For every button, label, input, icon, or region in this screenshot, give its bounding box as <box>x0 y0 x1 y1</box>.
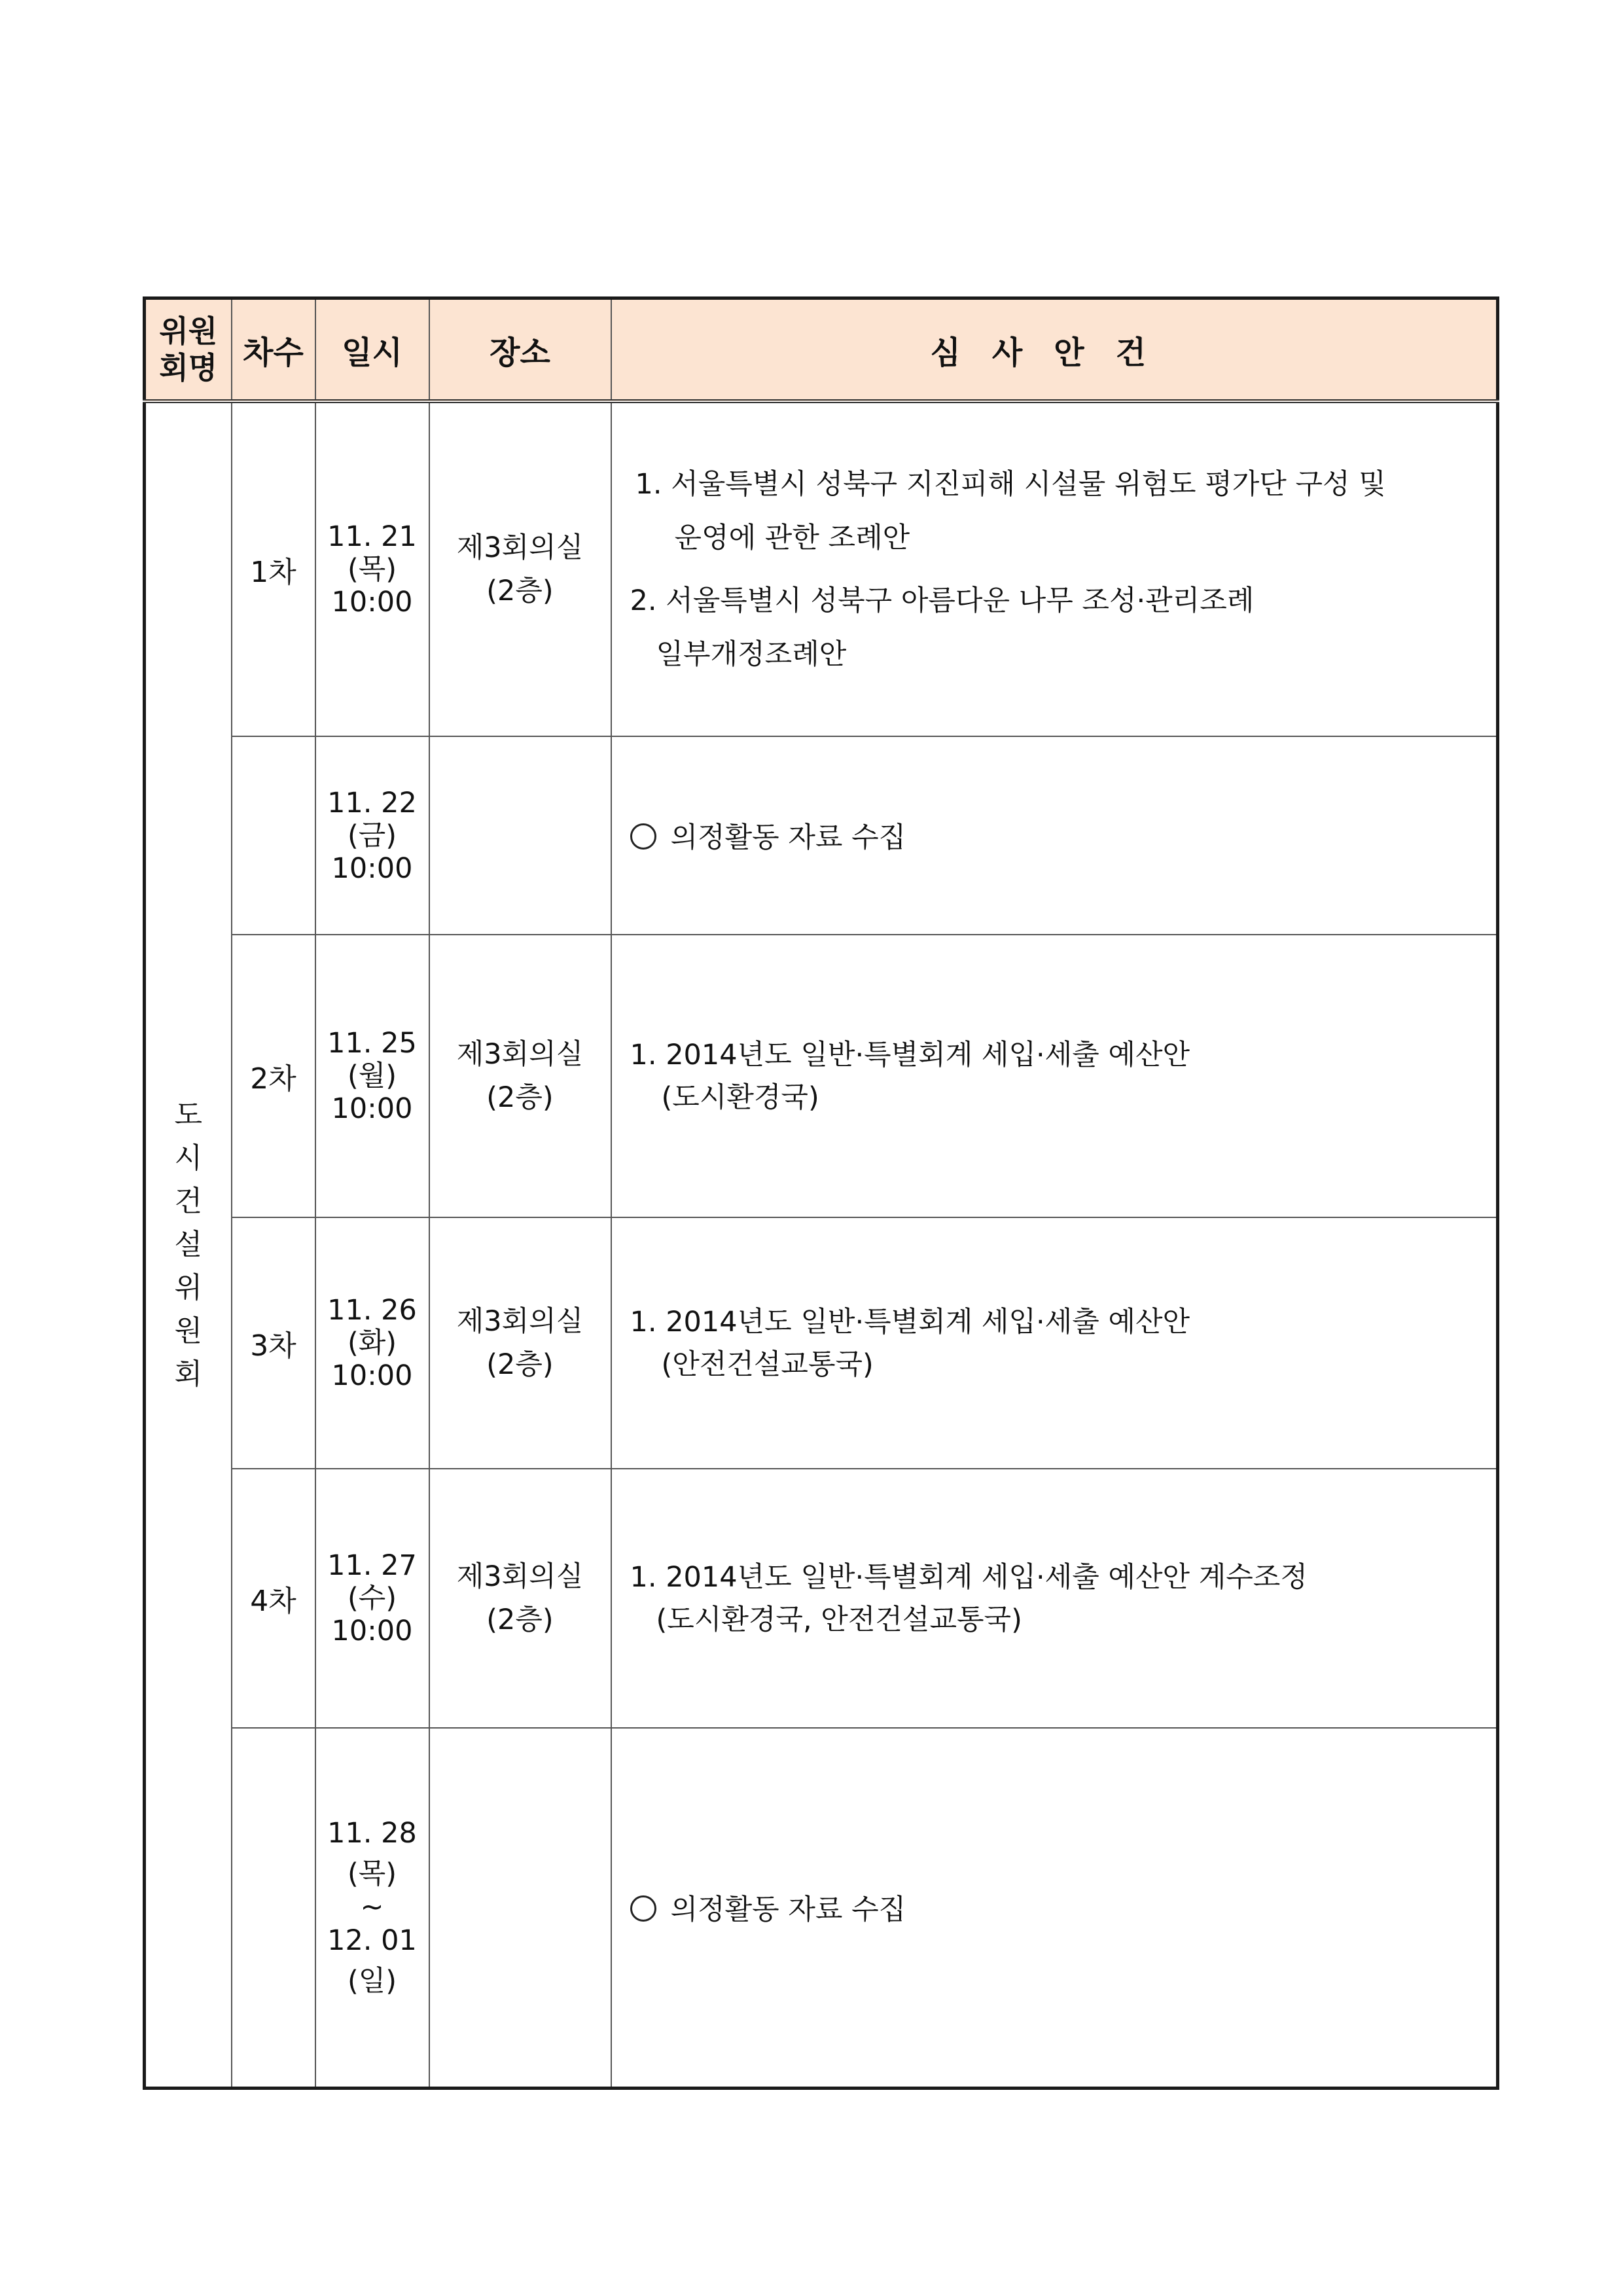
circle-bullet-icon <box>630 1895 656 1922</box>
committee-schedule-table <box>143 296 1499 2090</box>
venue-floor: (2층) <box>486 575 554 607</box>
agenda-item <box>630 457 1497 565</box>
header-committee <box>145 298 232 402</box>
datetime-cell <box>315 935 429 1217</box>
session-cell: 3차 <box>232 1217 315 1469</box>
time-text: 10:00 <box>331 1615 413 1647</box>
agenda-line: 1. 2014년도 일반·특별회계 세입·세출 예산안 계수조정 <box>630 1561 1308 1594</box>
agenda-line: 의정활동 자료 수집 <box>670 821 906 854</box>
agenda-line: 운영에 관한 조례안 <box>674 522 910 554</box>
weekday-text: (금) <box>347 819 397 852</box>
venue-floor: (2층) <box>486 1348 554 1381</box>
agenda-cell <box>611 1728 1498 2088</box>
agenda-line: 1. 2014년도 일반·특별회계 세입·세출 예산안 <box>630 1306 1190 1338</box>
table-header-row <box>145 298 1498 402</box>
table-row <box>145 1728 1498 2088</box>
agenda-line: (도시환경국, 안전건설교통국) <box>656 1604 1022 1636</box>
table-row <box>145 935 1498 1217</box>
agenda-cell <box>611 935 1498 1217</box>
header-datetime: 일시 <box>315 298 429 402</box>
agenda-cell <box>611 1469 1498 1728</box>
agenda-line: 1. 2014년도 일반·특별회계 세입·세출 예산안 <box>630 1039 1190 1071</box>
committee-name-char: 위 <box>174 1270 202 1304</box>
circle-bullet-icon <box>630 823 656 850</box>
datetime-cell <box>315 1728 429 2088</box>
agenda-cell <box>611 1217 1498 1469</box>
venue-cell <box>429 935 611 1217</box>
time-text: 10:00 <box>331 1092 413 1125</box>
date-range-mark: ~ <box>360 1891 384 1924</box>
venue-floor: (2층) <box>486 1081 554 1114</box>
agenda-line: (안전건설교통국) <box>661 1348 874 1381</box>
agenda-cell <box>611 736 1498 935</box>
agenda-line: 1. 서울특별시 성북구 지진피해 시설물 위험도 평가단 구성 및 <box>635 468 1386 501</box>
weekday-text: (월) <box>347 1060 397 1092</box>
header-session: 차수 <box>232 298 315 402</box>
agenda-cell <box>611 401 1498 736</box>
date-text: 12. 01 <box>327 1924 417 1958</box>
agenda-line: 의정활동 자료 수집 <box>670 1893 906 1926</box>
header-agenda: 심사안건 <box>611 298 1498 402</box>
header-venue: 장소 <box>429 298 611 402</box>
datetime-cell <box>315 736 429 935</box>
committee-name-char: 건 <box>174 1184 202 1218</box>
committee-name <box>145 401 232 2088</box>
venue-cell <box>429 401 611 736</box>
header-committee-label: 위원회명 <box>159 314 218 386</box>
date-text: 11. 25 <box>327 1027 417 1060</box>
weekday-text: (화) <box>347 1327 397 1359</box>
table-row <box>145 401 1498 736</box>
date-text: 11. 27 <box>327 1549 417 1582</box>
time-text: 10:00 <box>331 852 413 885</box>
table-row <box>145 1217 1498 1469</box>
venue-cell <box>429 736 611 935</box>
agenda-line: 일부개정조례안 <box>656 638 847 671</box>
table-row <box>145 1469 1498 1728</box>
time-text: 10:00 <box>331 586 413 619</box>
agenda-line: (도시환경국) <box>661 1081 819 1114</box>
committee-name-char: 설 <box>174 1227 202 1261</box>
committee-name-char: 원 <box>174 1314 202 1348</box>
date-text: 11. 26 <box>327 1294 417 1327</box>
datetime-cell <box>315 1469 429 1728</box>
venue-name: 제3회의실 <box>456 1038 584 1071</box>
weekday-text: (목) <box>347 553 397 586</box>
datetime-cell <box>315 1217 429 1469</box>
committee-name-char: 도 <box>174 1098 202 1132</box>
weekday-text: (목) <box>347 1857 397 1891</box>
date-text: 11. 22 <box>327 786 417 819</box>
date-text: 11. 28 <box>327 1817 417 1850</box>
venue-name: 제3회의실 <box>456 1560 584 1593</box>
weekday-text: (수) <box>347 1582 397 1615</box>
time-text: 10:00 <box>331 1359 413 1392</box>
venue-name: 제3회의실 <box>456 1305 584 1338</box>
venue-cell <box>429 1728 611 2088</box>
session-cell <box>232 736 315 935</box>
session-cell <box>232 1728 315 2088</box>
session-cell: 4차 <box>232 1469 315 1728</box>
venue-name: 제3회의실 <box>456 531 584 564</box>
venue-cell <box>429 1217 611 1469</box>
committee-name-char: 시 <box>174 1141 202 1175</box>
committee-name-char: 회 <box>174 1357 202 1391</box>
agenda-item <box>630 574 1497 681</box>
venue-floor: (2층) <box>486 1604 554 1636</box>
agenda-line: 2. 서울특별시 성북구 아름다운 나무 조성·관리조례 <box>630 584 1255 617</box>
datetime-cell <box>315 401 429 736</box>
table-row <box>145 736 1498 935</box>
weekday-text: (일) <box>347 1965 397 1998</box>
venue-cell <box>429 1469 611 1728</box>
session-cell: 1차 <box>232 401 315 736</box>
date-text: 11. 21 <box>327 520 417 553</box>
session-cell: 2차 <box>232 935 315 1217</box>
